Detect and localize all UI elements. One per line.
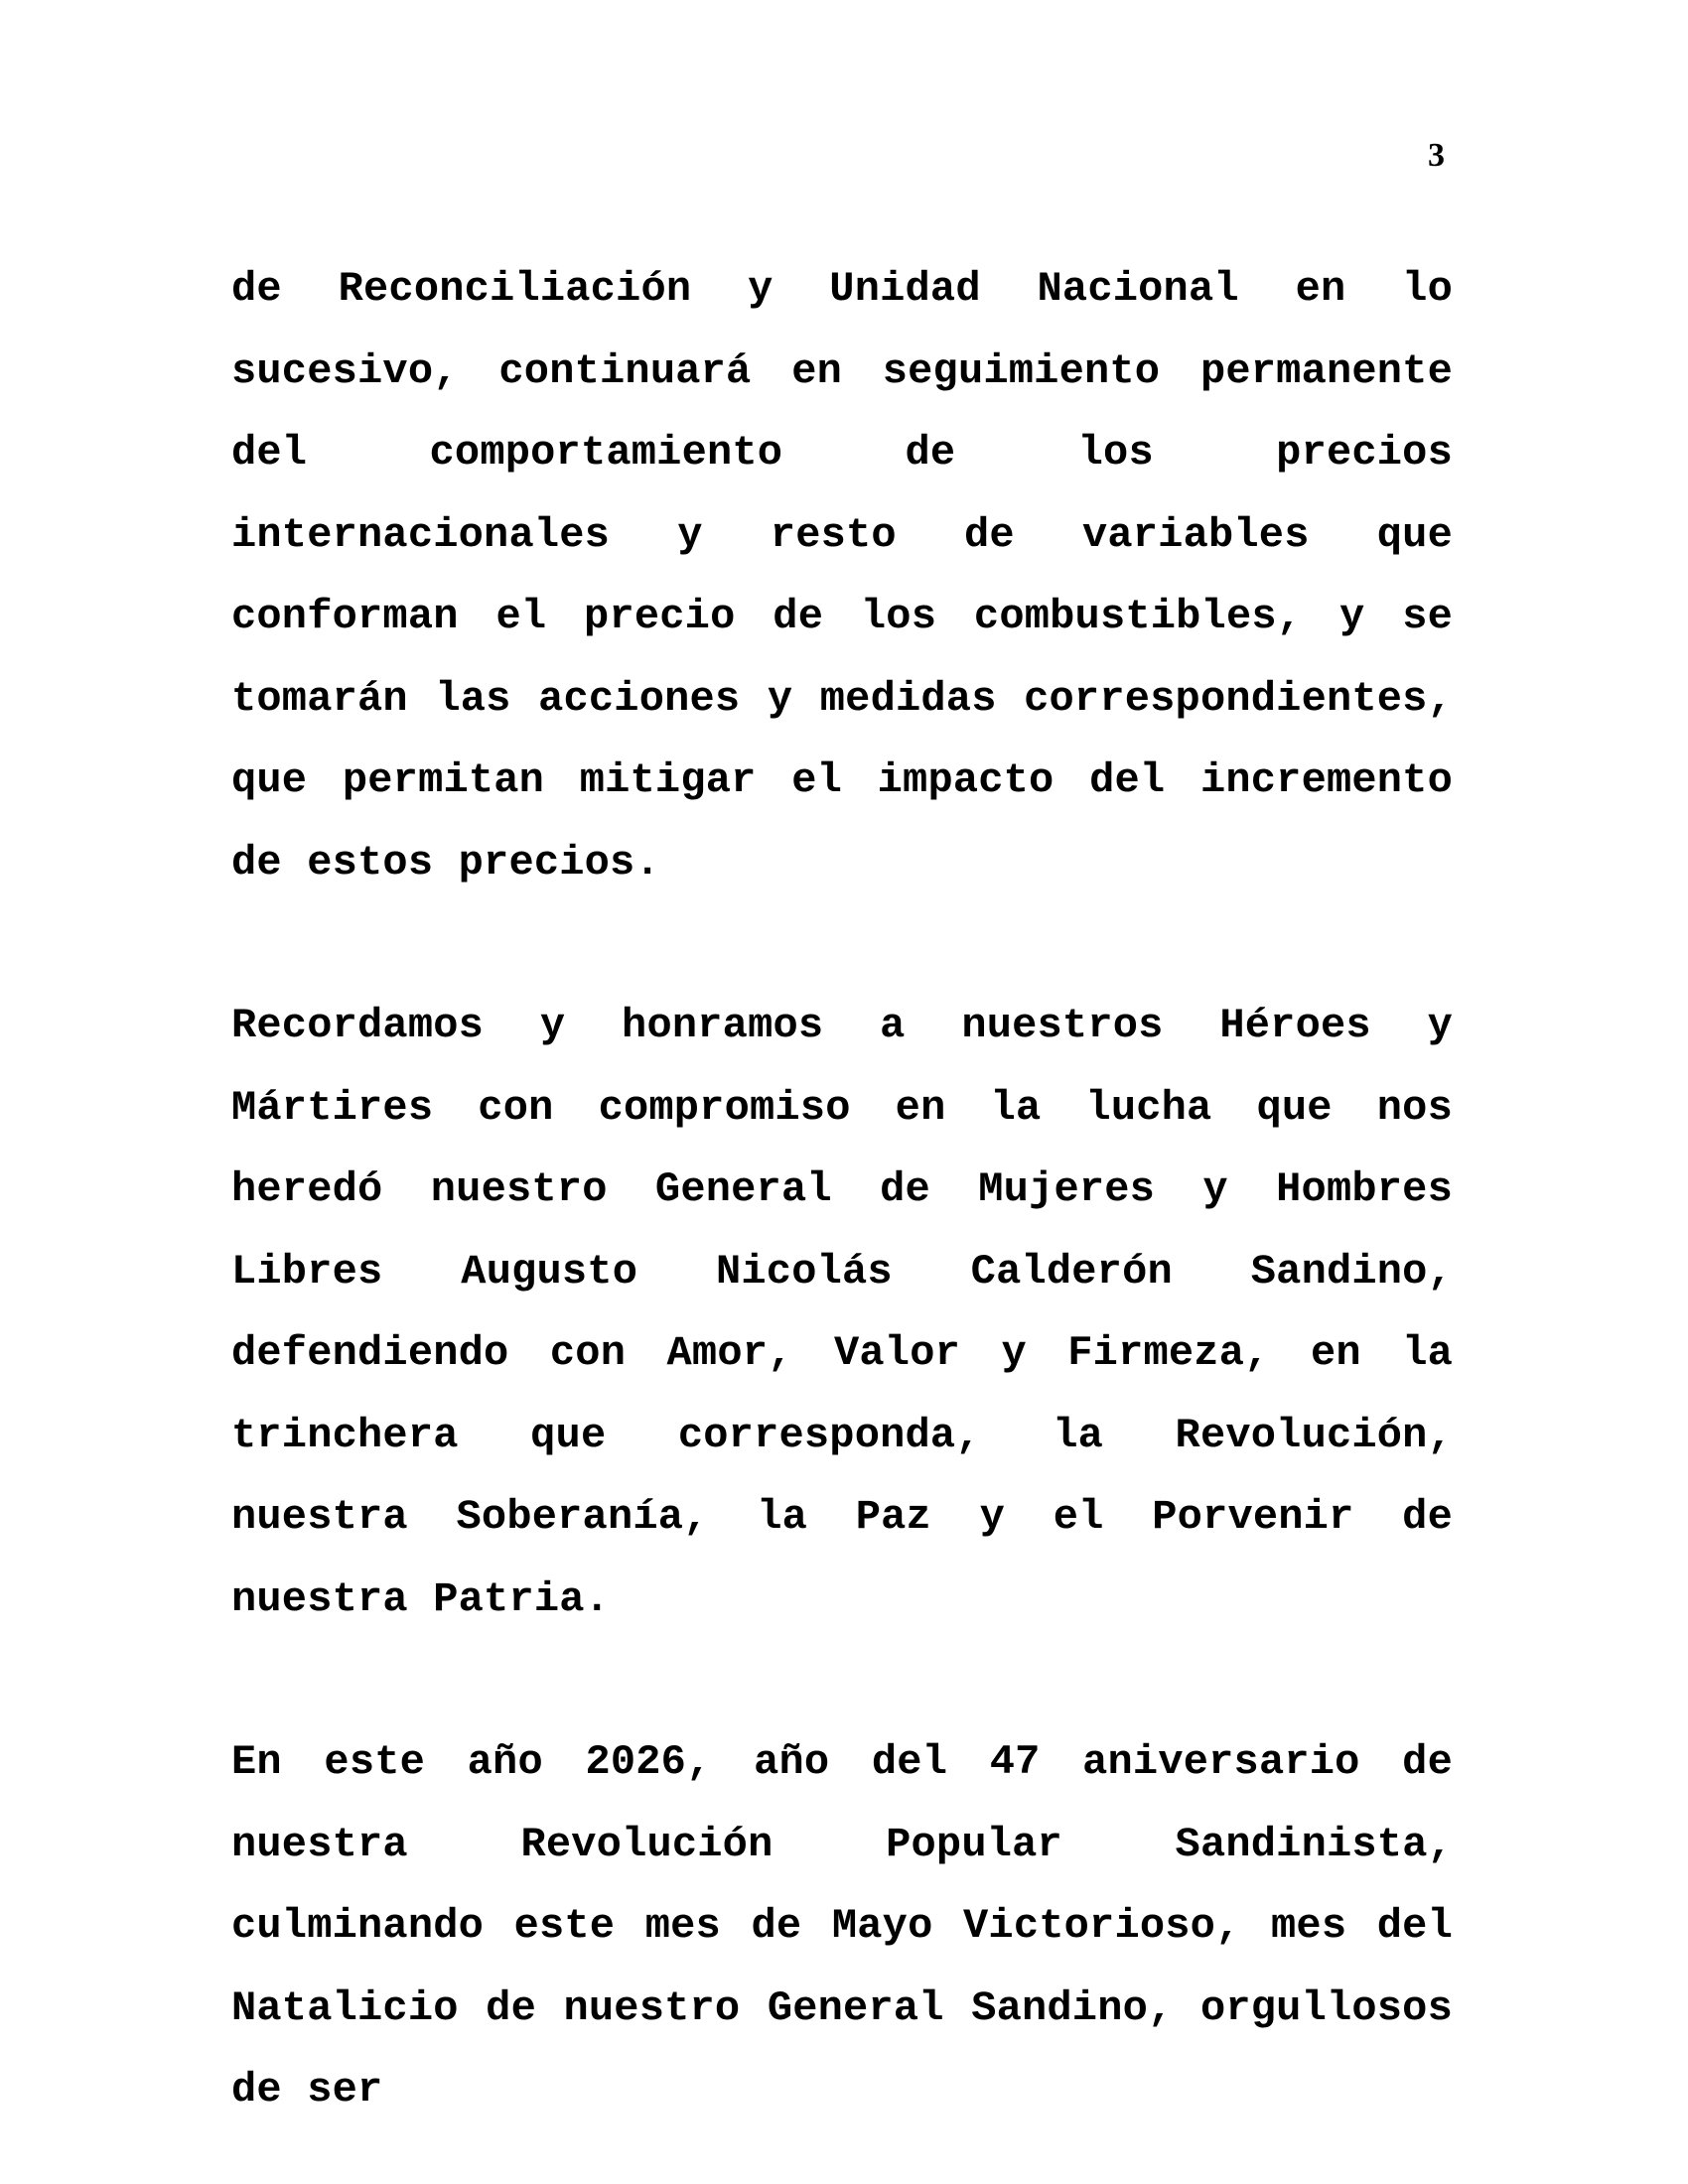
document-body xyxy=(231,248,1453,2131)
paragraph-aniversario-revolucion: En este año 2026, año del 47 aniversario de nuestra Revolución Popular Sandinista, culminando este mes de Mayo Victorioso, mes del Natalicio de nuestro General Sandino, orgullosos de ser xyxy=(231,1738,1453,2114)
paragraph-heroes-martires: Recordamos y honramos a nuestros Héroes y Mártires con compromiso en la lucha que nos heredó nuestro General de Mujeres y Hombres Libres Augusto Nicolás Calderón Sandino, defendiendo con Amor, Valor y Firmeza, en la trinchera que corresponda, la Revolución, nuestra Soberanía, la Paz y el Porvenir de nuestra Patria. xyxy=(231,1002,1453,1623)
page-number: 3 xyxy=(1428,137,1445,174)
paragraph-precios-combustibles: de Reconciliación y Unidad Nacional en lo sucesivo, continuará en seguimiento permanente del comportamiento de los precios internacionales y resto de variables que conforman el precio de los combustibles, y se tomarán las acciones y medidas correspondientes, que permitan mitigar el impacto del incremento de estos precios. xyxy=(231,265,1453,887)
